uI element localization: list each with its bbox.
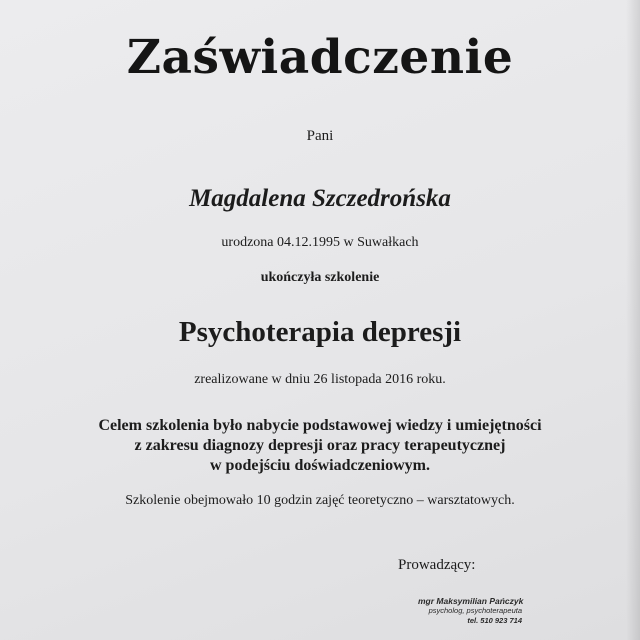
instructor-label: Prowadzący: (398, 557, 476, 573)
purpose-line: z zakresu diagnozy depresji oraz pracy terapeutycznej (134, 437, 506, 454)
completion-date: zrealizowane w dniu 26 listopada 2016 roku. (194, 372, 446, 387)
course-title: Psychoterapia depresji (178, 316, 462, 348)
stamp-phone: tel. 510 923 714 (467, 616, 522, 625)
birth-info: urodzona 04.12.1995 w Suwałkach (221, 235, 419, 250)
purpose-line: Celem szkolenia było nabycie podstawowej wiedzy i umiejętności (98, 417, 542, 434)
instructor-stamp (418, 596, 522, 626)
certificate-title: Zaświadczenie (126, 30, 514, 85)
salutation: Pani (306, 128, 334, 144)
course-hours: Szkolenie obejmowało 10 godzin zajęć teoretyczno – warsztatowych. (125, 493, 515, 508)
recipient-name: Magdalena Szczedrońska (189, 185, 451, 212)
course-purpose (0, 416, 640, 476)
stamp-role: psycholog, psychoterapeuta (428, 606, 522, 615)
completion-text: ukończyła szkolenie (260, 270, 380, 285)
purpose-line: w podejściu doświadczeniowym. (209, 457, 430, 474)
stamp-name: mgr Maksymilian Pańczyk (418, 596, 524, 606)
